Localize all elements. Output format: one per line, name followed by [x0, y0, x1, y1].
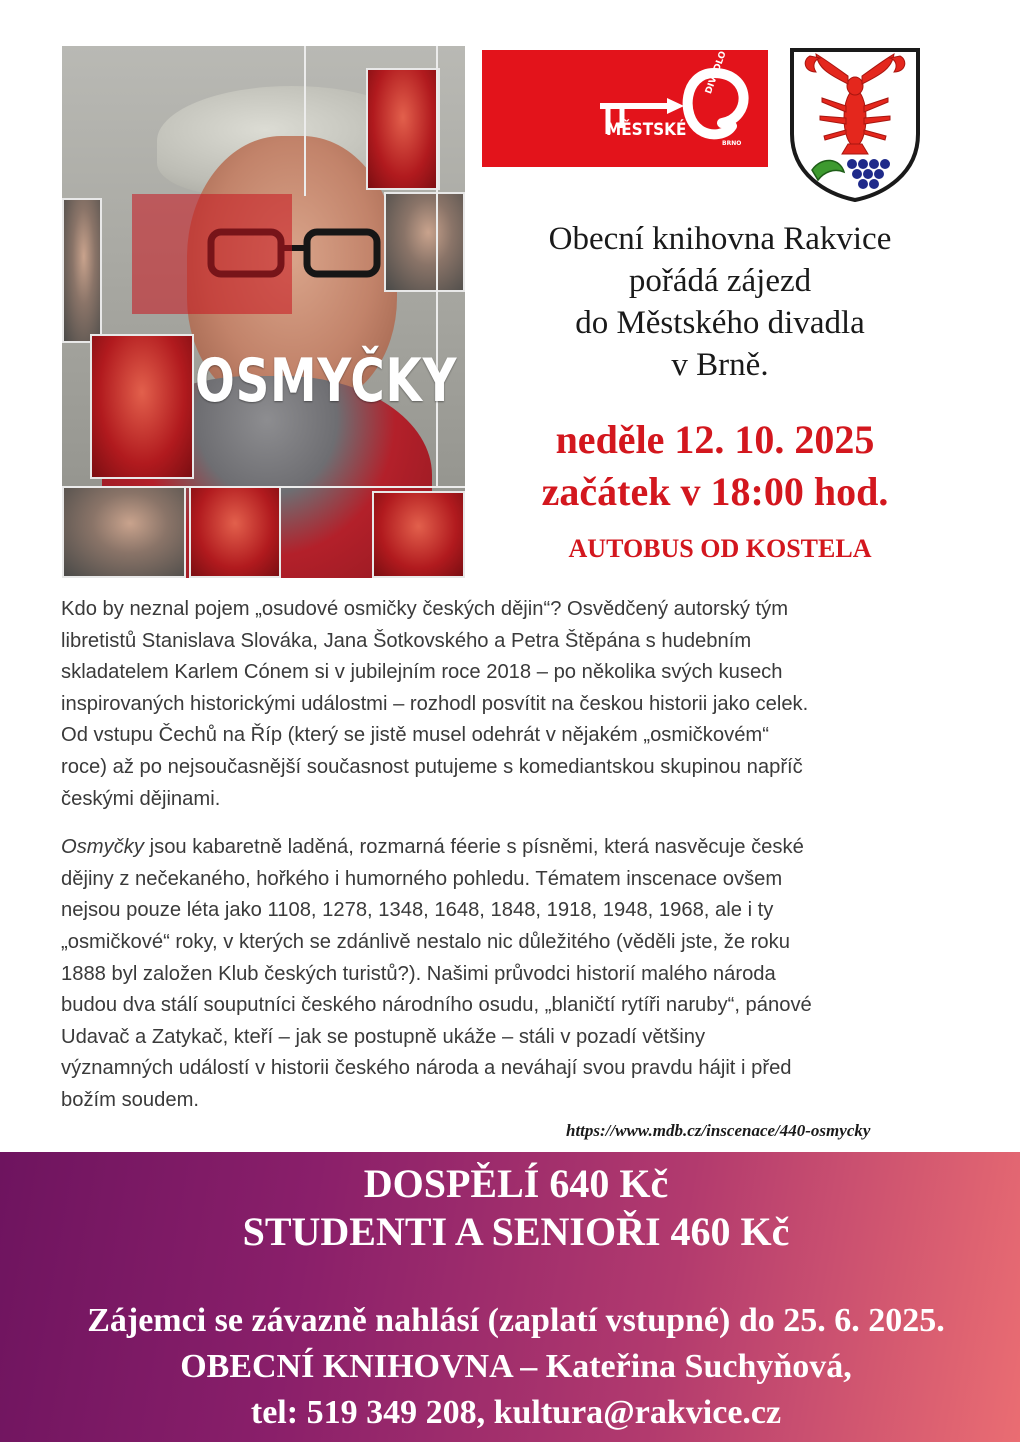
announcement-line: Obecní knihovna Rakvice — [548, 221, 892, 257]
text-line: významných událostí v historii českého národa a neváhají svou pravdu hájit i před — [61, 1057, 792, 1080]
theatre-logo-city: BRNO — [722, 140, 742, 147]
text-line: budou dva stálí souputníci českého národního osudu, „blaničtí rytíři naruby“, pánové — [61, 994, 812, 1017]
text-line: dějiny z nečekaného, hořkého i humorného pohledu. Tématem inscenace ovšem — [61, 867, 783, 890]
text-line: 1888 byl založen Klub českých turistů?). Našimi průvodci historií malého národa — [61, 962, 776, 985]
text-line: jsou kabaretně laděná, rozmarná féerie s písněmi, která nasvěcuje české — [144, 836, 804, 859]
contact-details: tel: 519 349 208, kultura@rakvice.cz — [250, 1394, 782, 1431]
show-poster — [62, 46, 465, 578]
poster-tile-portrait — [62, 198, 102, 343]
library-contact-person: OBECNÍ KNIHOVNA – Kateřina Suchyňová, — [180, 1348, 852, 1385]
poster-title: OSMYČKY — [195, 346, 458, 416]
text-line: českými dějinami. — [61, 787, 221, 810]
poster-frame-line — [62, 486, 465, 488]
announcement-line: v Brně. — [671, 347, 769, 383]
poster-tile-portrait — [384, 192, 465, 292]
bus-info: AUTOBUS OD KOSTELA — [568, 534, 872, 563]
rakvice-coat-of-arms — [788, 46, 922, 202]
poster-tile-portrait — [62, 486, 186, 578]
text-line: „osmičkové“ roky, v kterých se zdánlivě nestalo nic důležitého (věděli jste, že roku — [61, 930, 790, 953]
poster-frame-line — [436, 46, 438, 486]
poster-tile-portrait — [90, 334, 194, 479]
event-time: začátek v 18:00 hod. — [541, 469, 889, 514]
announcement-line: pořádá zájezd — [628, 263, 812, 299]
poster-red-overlay — [132, 194, 292, 314]
source-link[interactable]: https://www.mdb.cz/inscenace/440-osmycky — [566, 1121, 871, 1140]
price-adults: DOSPĚLÍ 640 Kč — [363, 1161, 669, 1206]
theatre-logo-text: MĚSTSKÉ — [606, 120, 687, 140]
text-line: roce) až po nejsoučasnější současnost putujeme s komediantskou skupinou napříč — [61, 755, 803, 778]
text-line: Od vstupu Čechů na Říp (který se jistě musel odehrát v nějakém „osmičkovém“ — [61, 724, 769, 747]
announcement-line: do Městského divadla — [575, 305, 865, 341]
theatre-logo-text-2: DIVADLO — [704, 50, 729, 96]
event-datetime — [470, 414, 960, 518]
text-line: skladatelem Karlem Cónem si v jubilejním roce 2018 – po několika svých kusech — [61, 661, 783, 684]
show-description — [61, 594, 961, 1117]
price-contact-banner — [0, 1152, 1020, 1442]
theatre-logo — [482, 50, 768, 167]
poster-tile-portrait — [189, 486, 281, 578]
show-title-italic: Osmyčky — [61, 836, 144, 859]
description-paragraph-1 — [61, 594, 961, 815]
event-announcement — [470, 218, 970, 386]
text-line: Kdo by neznal pojem „osudové osmičky českých dějin“? Osvědčený autorský tým — [61, 598, 789, 620]
text-line: božím soudem. — [61, 1088, 200, 1111]
text-line: libretistů Stanislava Slováka, Jana Šotkovského a Petra Štěpána s hudebním — [61, 629, 752, 652]
poster-tile-portrait — [372, 491, 465, 578]
poster-frame-line — [304, 46, 306, 196]
description-paragraph-2 — [61, 832, 961, 1116]
event-date: neděle 12. 10. 2025 — [555, 417, 875, 462]
text-line: inspirovaných historickými událostmi – rozhodl posvítit na českou historii jako celek. — [61, 692, 809, 715]
text-line: nejsou pouze léta jako 1108, 1278, 1348, 1648, 1848, 1918, 1948, 1968, ale i ty — [61, 899, 774, 922]
price-students: STUDENTI A SENIOŘI 460 Kč — [242, 1209, 790, 1254]
poster-tile-portrait — [366, 68, 440, 190]
signup-deadline: Zájemci se závazně nahlásí (zaplatí vstupné) do 25. 6. 2025. — [87, 1302, 945, 1339]
text-line: Udavač a Zatykač, kteří – jak se postupně ukáže – stáli v pozadí většiny — [61, 1025, 706, 1048]
